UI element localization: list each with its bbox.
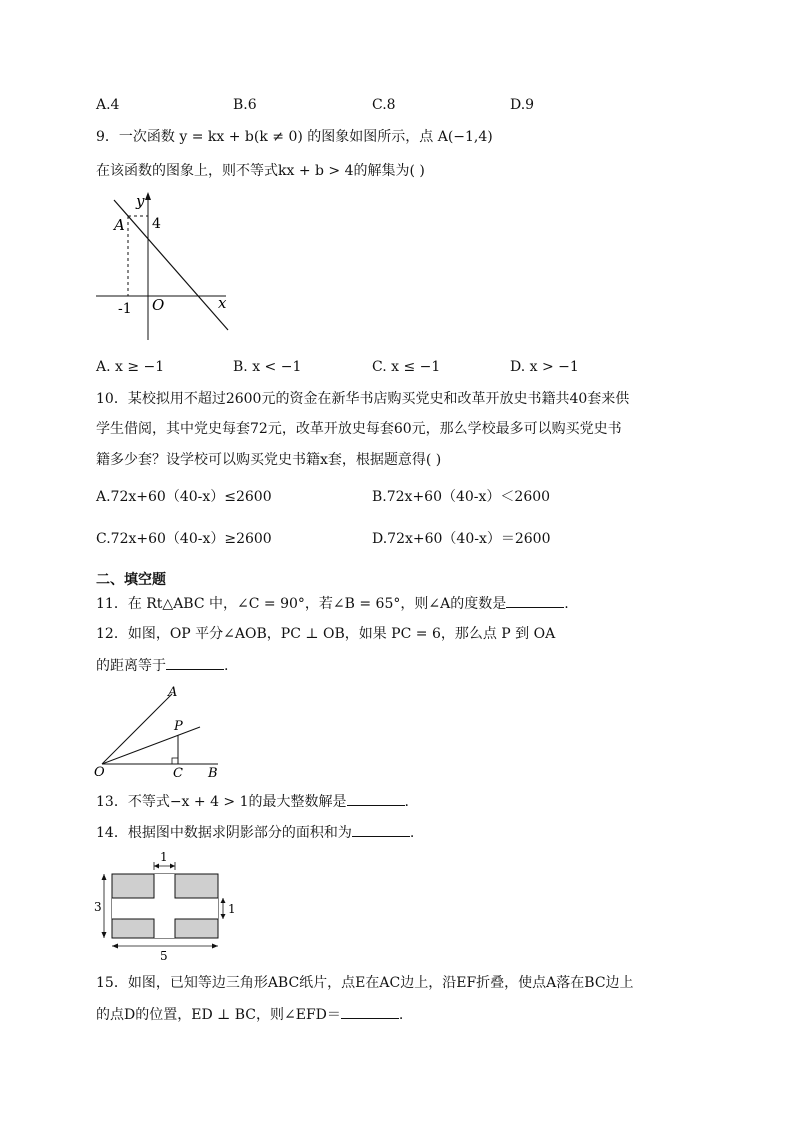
q15-text: 的点D的位置，ED ⊥ BC，则∠EFD＝ [96,1007,341,1023]
q10-option-d: D.72x+60（40-x）＝2600 [372,531,551,547]
q11-line [96,593,569,614]
q8-option-a: A.4 [96,97,120,113]
q15-line-1: 15．如图，已知等边三角形ABC纸片，点E在AC边上，沿EF折叠，使点A落在BC边上 [96,975,634,991]
q11-end: . [564,596,569,612]
q11-answer-blank[interactable] [506,593,564,608]
dim-left-arrow-top [102,874,107,880]
q9-line-1: 9．一次函数 y = kx + b(k ≠ 0) 的图象如图所示，点 A(−1,4) [96,129,493,145]
section-title: 二、填空题 [96,572,166,588]
dim-right-arrow-bottom [221,914,226,919]
q10-option-c: C.72x+60（40-x）≥2600 [96,531,272,547]
q10-option-b: B.72x+60（40-x）＜2600 [372,489,551,505]
q13-text: 13．不等式−x + 4 > 1的最大整数解是 [96,794,347,810]
label-x: x [218,294,227,312]
label-4: 4 [152,216,161,232]
dim-right-arrow-top [221,898,226,903]
dim-left-arrow-bottom [102,932,107,938]
q15-answer-blank[interactable] [341,1004,399,1019]
cross-horizontal-strip [112,898,218,919]
dim-bottom-arrow-right [212,944,218,949]
q9-option-d: D. x > −1 [510,359,579,375]
dim-right-label: 1 [228,902,236,916]
dim-left-label: 3 [94,900,102,914]
label-b: B [208,766,218,780]
label-c: C [173,766,183,780]
label-o: O [152,296,165,314]
q12-figure [92,684,232,780]
ray-op [102,727,200,764]
q12-line-1: 12．如图，OP 平分∠AOB，PC ⊥ OB，如果 PC = 6，那么点 P 到 OA [96,626,556,642]
q13-end: . [404,794,409,810]
dim-top-arrow-right [170,864,175,869]
dim-top-arrow-left [154,864,159,869]
ray-oa [102,694,172,764]
q9-option-b: B. x < −1 [233,359,302,375]
q14-text: 14．根据图中数据求阴影部分的面积和为 [96,825,352,841]
q14-end: . [409,825,415,841]
q13-line [96,791,409,812]
q11-text: 11．在 Rt△ABC 中，∠C = 90°，若∠B = 65°，则∠A的度数是 [96,596,507,612]
q8-option-d: D.9 [510,97,535,113]
q12-end: . [224,658,229,674]
q10-option-a: A.72x+60（40-x）≤2600 [96,489,272,505]
right-angle-mark [172,758,178,764]
label-o: O [94,765,105,780]
q12-text: 的距离等于 [96,658,166,674]
label-neg1: -1 [118,301,132,317]
label-y: y [136,192,145,210]
label-p: P [174,719,183,734]
q10-line-1: 10．某校拟用不超过2600元的资金在新华书店购买党史和改革开放史书籍共40套来供 [96,391,630,407]
label-a: A [168,685,178,700]
q8-option-b: B.6 [233,97,257,113]
dim-bottom-arrow-left [112,944,118,949]
dim-top-label: 1 [160,850,168,864]
q9-option-a: A. x ≥ −1 [96,359,165,375]
q9-graph [92,190,242,350]
q14-line [96,822,414,843]
q9-line-2: 在该函数的图象上，则不等式kx + b > 4的解集为( ) [96,163,425,179]
q10-line-3: 籍多少套？设学校可以购买党史书籍x套，根据题意得( ) [96,452,442,468]
label-a: A [114,216,125,234]
y-axis-arrow [145,192,151,200]
q10-line-2: 学生借阅，其中党史每套72元，改革开放史每套60元，那么学校最多可以购买党史书 [96,421,622,437]
q14-figure [92,850,242,966]
q13-answer-blank[interactable] [347,791,405,806]
q15-end: . [398,1007,404,1023]
q15-line-2 [96,1004,403,1025]
q9-option-c: C. x ≤ −1 [372,359,441,375]
q12-answer-blank[interactable] [166,655,224,670]
q12-line-2 [96,655,228,676]
q8-option-c: C.8 [372,97,396,113]
dim-bottom-label: 5 [160,949,168,963]
q14-answer-blank[interactable] [352,822,410,837]
